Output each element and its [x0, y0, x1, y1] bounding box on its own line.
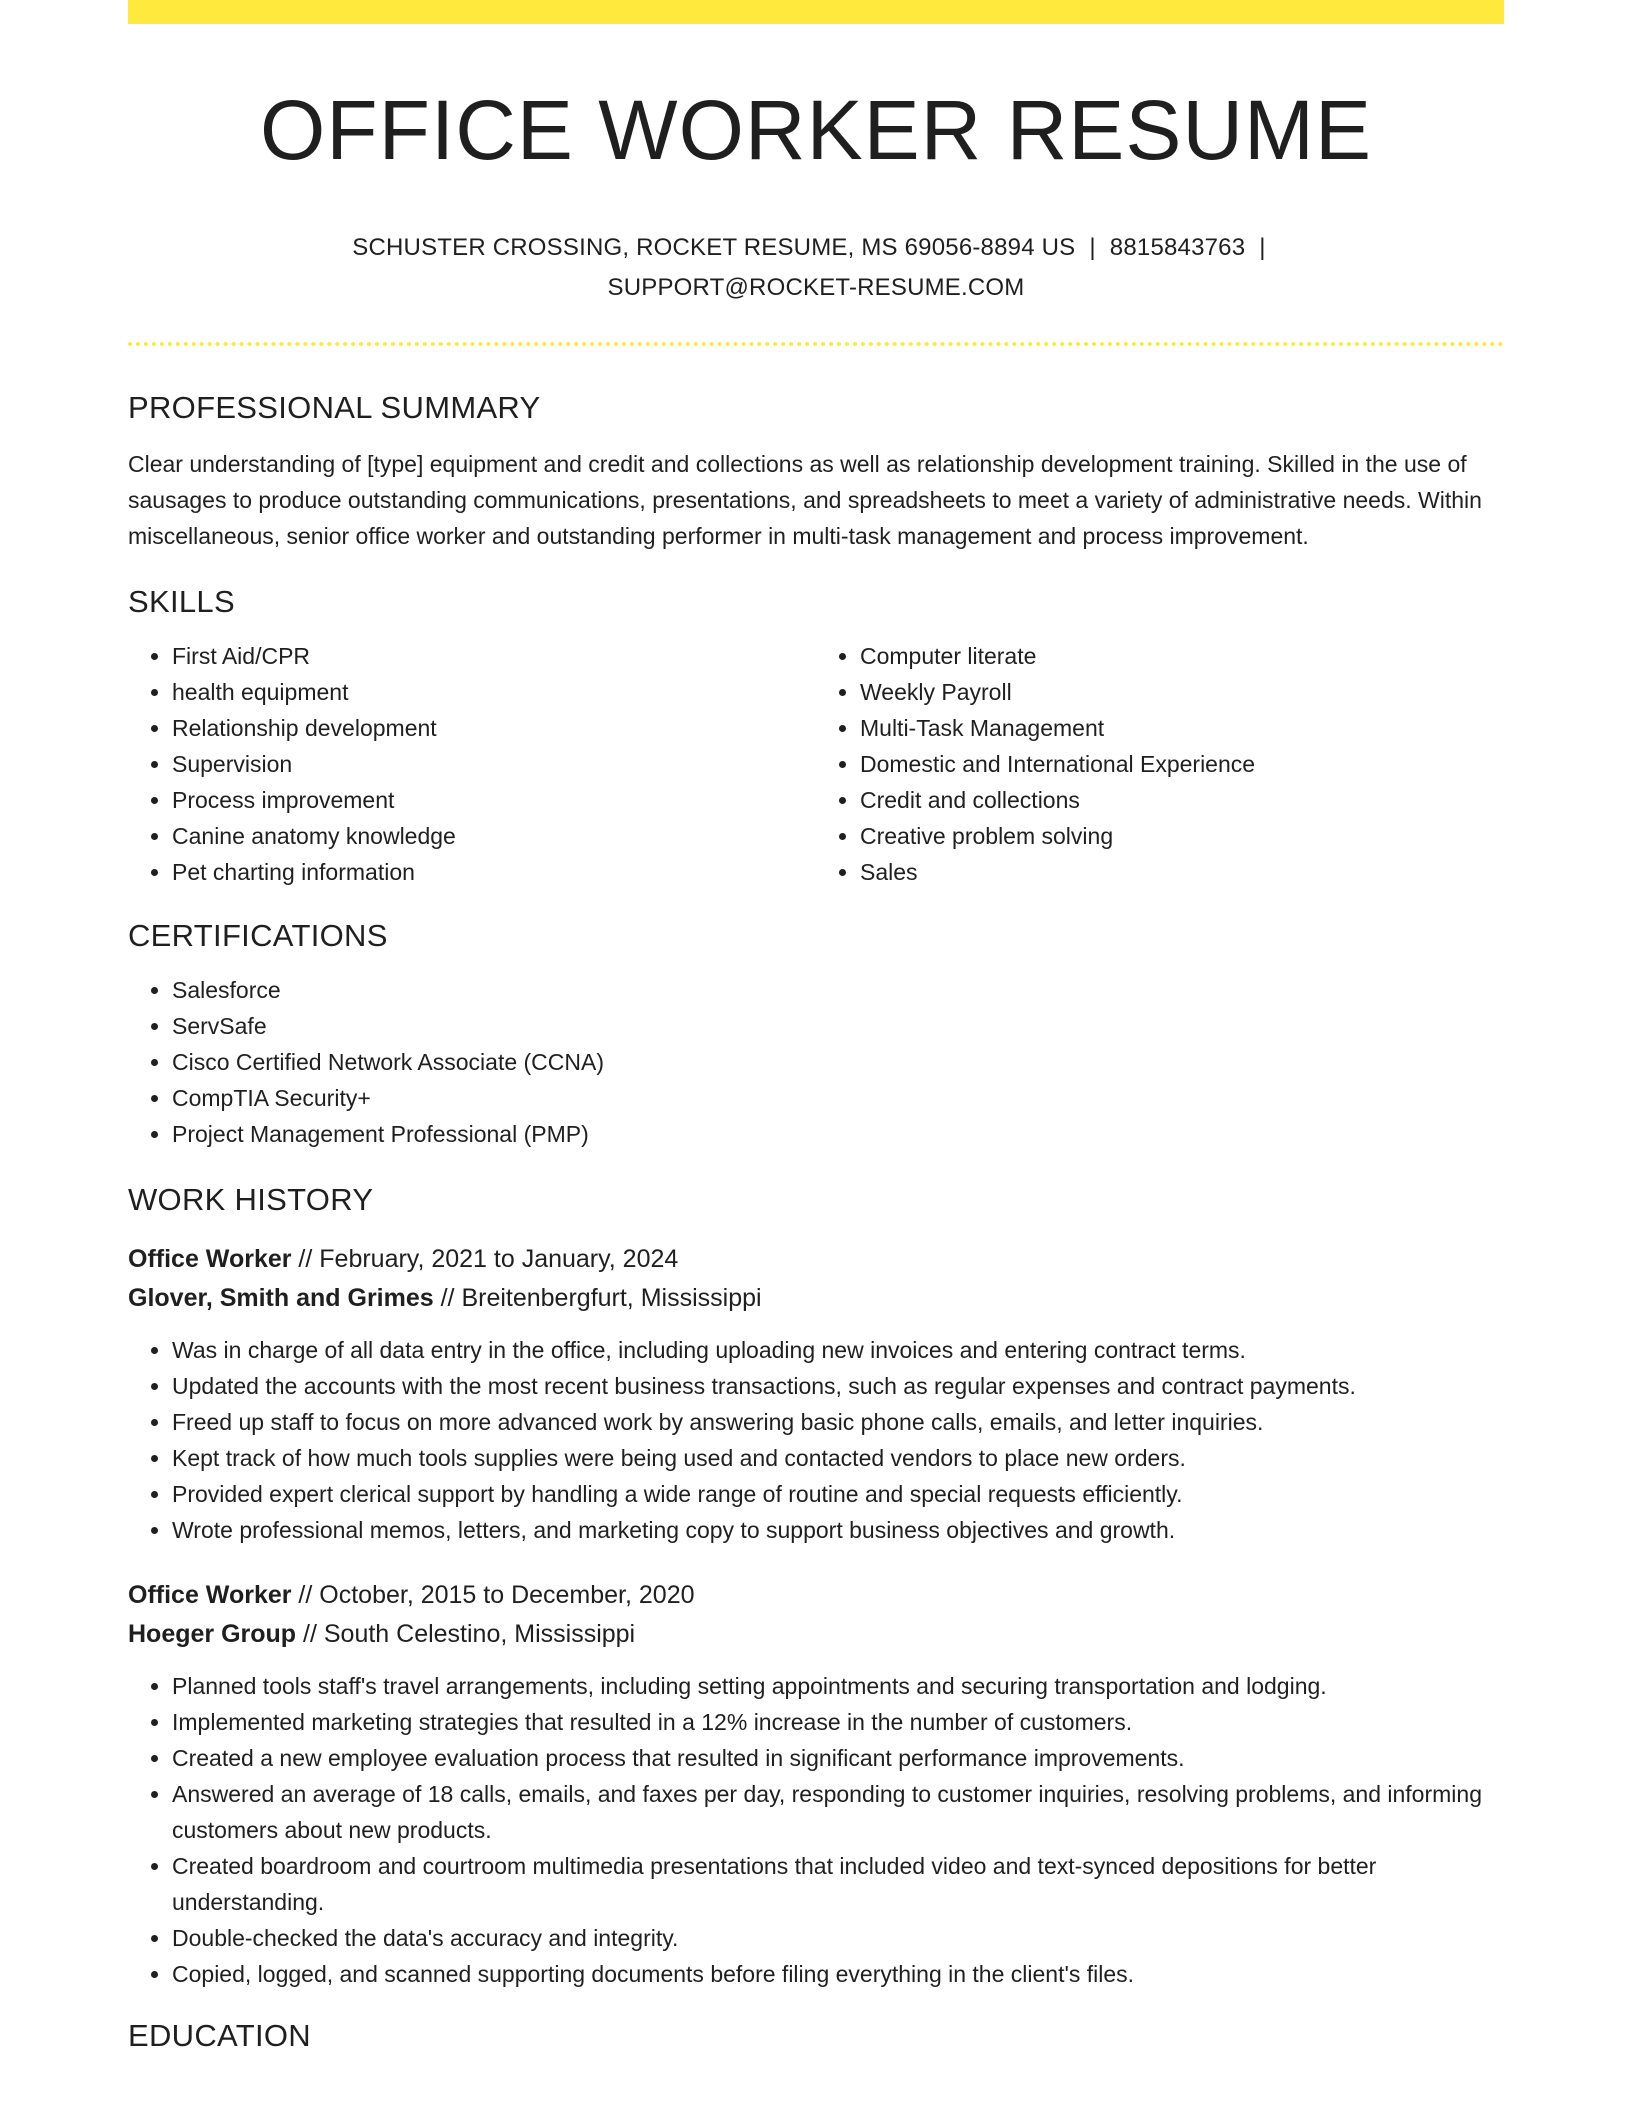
- skill-item: • Supervision: [172, 746, 816, 782]
- skill-item: • Canine anatomy knowledge: [172, 818, 816, 854]
- contact-separator: |: [1259, 234, 1266, 262]
- job-entry: [128, 1576, 1504, 1992]
- skills-list-right: [816, 638, 1504, 890]
- skill-item: • Computer literate: [860, 638, 1504, 674]
- skill-item: • Relationship development: [172, 710, 816, 746]
- section-title-education: EDUCATION: [128, 2018, 311, 2054]
- job-entry: [128, 1240, 1504, 1548]
- job-bullet: • Wrote professional memos, letters, and marketing copy to support business objectives and growth.: [172, 1512, 1504, 1548]
- job-bullet: • Double-checked the data's accuracy and integrity.: [172, 1920, 1504, 1956]
- resume-title: OFFICE WORKER RESUME: [259, 83, 1373, 177]
- job-bullet: • Planned tools staff's travel arrangements, including setting appointments and securing transportation and lodging.: [172, 1668, 1504, 1704]
- job-bullet: • Implemented marketing strategies that resulted in a 12% increase in the number of customers.: [172, 1704, 1504, 1740]
- skills-columns: [128, 638, 1504, 890]
- job-company: Glover, Smith and Grimes: [128, 1284, 434, 1313]
- job-dates: // October, 2015 to December, 2020: [291, 1581, 695, 1610]
- job-location: // Breitenbergfurt, Mississippi: [433, 1284, 762, 1313]
- skill-item: • Credit and collections: [860, 782, 1504, 818]
- certification-item: • Salesforce: [172, 972, 1504, 1008]
- job-bullet: • Created a new employee evaluation process that resulted in significant performance improvements.: [172, 1740, 1504, 1776]
- contact-phone: 8815843763: [1109, 234, 1246, 262]
- resume-page: [128, 0, 1504, 2054]
- job-bullets: [128, 1668, 1504, 1992]
- job-bullet: • Was in charge of all data entry in the office, including uploading new invoices and entering contract terms.: [172, 1332, 1504, 1368]
- job-bullet: • Kept track of how much tools supplies were being used and contacted vendors to place new orders.: [172, 1440, 1504, 1476]
- certification-item: • Cisco Certified Network Associate (CCNA): [172, 1044, 1504, 1080]
- job-bullet: • Created boardroom and courtroom multimedia presentations that included video and text-synced depositions for better understanding.: [172, 1848, 1504, 1920]
- job-bullet: • Copied, logged, and scanned supporting documents before filing everything in the client's files.: [172, 1956, 1504, 1992]
- job-role: Office Worker: [128, 1581, 292, 1610]
- skill-item: • Creative problem solving: [860, 818, 1504, 854]
- skill-item: • Multi-Task Management: [860, 710, 1504, 746]
- section-title-work-history: WORK HISTORY: [128, 1182, 374, 1218]
- contact-email: SUPPORT@ROCKET-RESUME.COM: [607, 274, 1025, 302]
- accent-top-bar: [128, 0, 1504, 24]
- job-company-line: [128, 1615, 1504, 1654]
- job-role-line: [128, 1576, 1504, 1615]
- job-location: // South Celestino, Mississippi: [296, 1620, 636, 1649]
- job-bullet: • Freed up staff to focus on more advanced work by answering basic phone calls, emails, and letter inquiries.: [172, 1404, 1504, 1440]
- skill-item: • Process improvement: [172, 782, 816, 818]
- job-bullet: • Updated the accounts with the most recent business transactions, such as regular expenses and contract payments.: [172, 1368, 1504, 1404]
- contact-info: [316, 228, 1316, 308]
- skill-item: • Pet charting information: [172, 854, 816, 890]
- job-dates: // February, 2021 to January, 2024: [291, 1245, 679, 1274]
- job-role: Office Worker: [128, 1245, 292, 1274]
- job-bullet: • Answered an average of 18 calls, emails, and faxes per day, responding to customer inquiries, resolving problems, and informing customers about new products.: [172, 1776, 1504, 1848]
- section-title-skills: SKILLS: [128, 584, 235, 620]
- section-title-certifications: CERTIFICATIONS: [128, 918, 388, 954]
- section-title-summary: PROFESSIONAL SUMMARY: [128, 390, 541, 426]
- certifications-list: [128, 972, 1504, 1152]
- job-role-line: [128, 1240, 1504, 1279]
- skill-item: • First Aid/CPR: [172, 638, 816, 674]
- job-bullets: [128, 1332, 1504, 1548]
- skill-item: • health equipment: [172, 674, 816, 710]
- job-bullet: • Provided expert clerical support by handling a wide range of routine and special requests efficiently.: [172, 1476, 1504, 1512]
- job-company: Hoeger Group: [128, 1620, 297, 1649]
- summary-text: Clear understanding of [type] equipment and credit and collections as well as relationship development training. Skilled in the use of sausages to produce outstanding communications, presentations, and spreadsheets to meet a variety of administrative needs. Within miscellaneous, senior office worker and outstanding performer in multi-task management and process improvement.: [128, 451, 1482, 550]
- certification-item: • ServSafe: [172, 1008, 1504, 1044]
- dotted-divider: [128, 342, 1504, 346]
- skill-item: • Domestic and International Experience: [860, 746, 1504, 782]
- contact-address: SCHUSTER CROSSING, ROCKET RESUME, MS 69056-8894 US: [352, 234, 1076, 262]
- contact-separator: |: [1089, 234, 1096, 262]
- certification-item: • CompTIA Security+: [172, 1080, 1504, 1116]
- skill-item: • Weekly Payroll: [860, 674, 1504, 710]
- certification-item: • Project Management Professional (PMP): [172, 1116, 1504, 1152]
- skill-item: • Sales: [860, 854, 1504, 890]
- skills-list-left: [128, 638, 816, 890]
- job-company-line: [128, 1279, 1504, 1318]
